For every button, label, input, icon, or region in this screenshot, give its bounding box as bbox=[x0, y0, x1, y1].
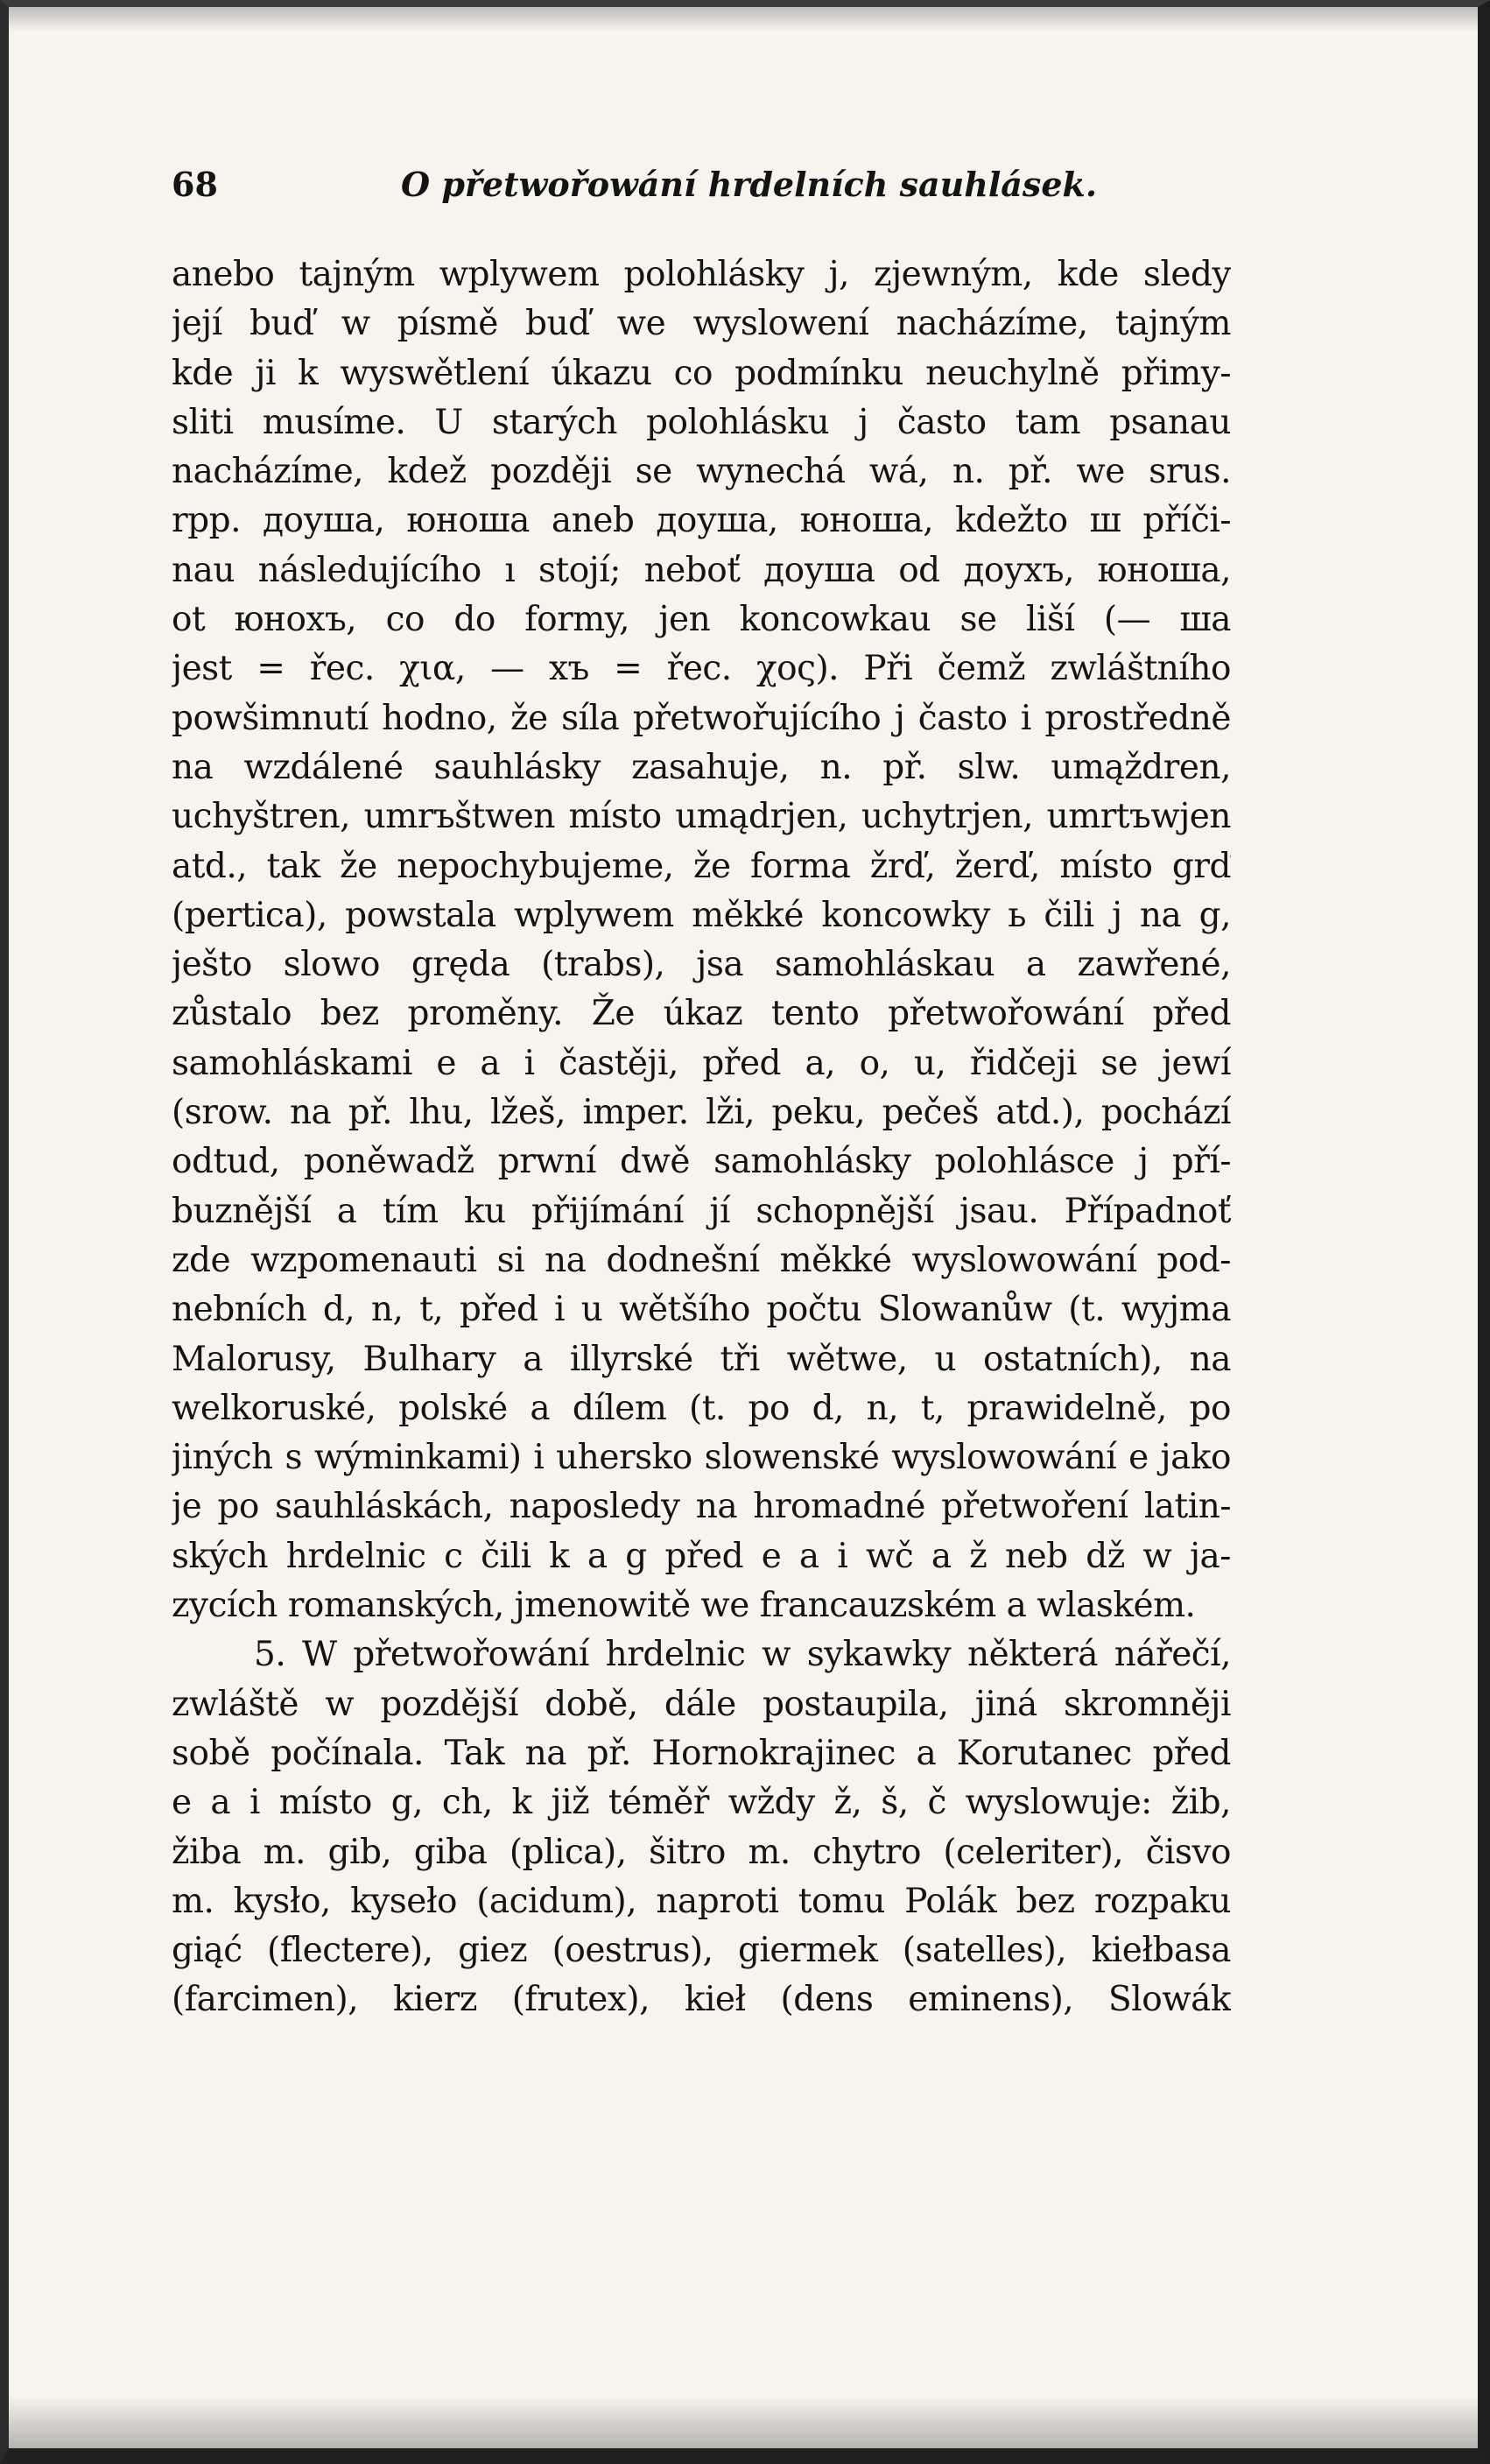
text-line: nacházíme, kdež později se wynechá wá, n. př. we srus. bbox=[172, 452, 1231, 492]
text-line: powšimnutí hodno, že síla přetwořujícího j často i prostředně bbox=[172, 698, 1231, 738]
text-line: zde wzpomenauti si na dodnešní měkké wyslowowání pod- bbox=[172, 1240, 1231, 1280]
text-line: zwláště w pozdější době, dále postaupila, jiná skromněji bbox=[172, 1684, 1231, 1724]
text-line: jiných s wýminkami) i uhersko slowenské wyslowowání e jako bbox=[172, 1438, 1231, 1478]
text-line: zůstalo bez proměny. Že úkaz tento přetwořowání před bbox=[172, 994, 1231, 1034]
text-line: její buď w písmě buď we wyslowení nacházíme, tajným bbox=[172, 304, 1231, 344]
text-line: sobě počínala. Tak na př. Hornokrajinec a Korutanec před bbox=[172, 1733, 1231, 1773]
page-number: 68 bbox=[172, 165, 218, 204]
text-line: uchyštren, umrъštwen místo umądrjen, uchytrjen, umrtъwjen bbox=[172, 797, 1231, 837]
text-line: (pertica), powstala wplywem měkké koncowky ь čili j na g, bbox=[172, 895, 1231, 935]
text-line: e a i místo g, ch, k již téměř wždy ž, š, č wyslowuje: žib, bbox=[172, 1783, 1231, 1823]
text-line: (farcimen), kierz (frutex), kieł (dens eminens), Slowák bbox=[172, 1980, 1231, 2020]
text-line: rpp. доуша, юноша aneb доуша, юноша, kdežto ш příči- bbox=[172, 501, 1231, 541]
scan-top-shadow bbox=[9, 7, 1478, 32]
text-line: giąć (flectere), giez (oestrus), giermek (satelles), kiełbasa bbox=[172, 1931, 1231, 1971]
body-text bbox=[172, 250, 1231, 2025]
text-line: odtud, poněwadž prwní dwě samohlásky polohlásce j pří- bbox=[172, 1142, 1231, 1182]
text-line: nebních d, n, t, před i u wětšího počtu Slowanůw (t. wyjma bbox=[172, 1290, 1231, 1330]
text-line: jest = řec. χια, — хъ = řec. χος). Při čemž zwláštního bbox=[172, 649, 1231, 689]
running-title: O přetwořowání hrdelních sauhlásek. bbox=[401, 165, 1098, 204]
text-line: je po sauhláskách, naposledy na hromadné přetwoření latin- bbox=[172, 1487, 1231, 1527]
text-line: anebo tajným wplywem polohlásky j, zjewným, kde sledy bbox=[172, 255, 1231, 294]
paragraph-start: 5. W přetwořowání hrdelnic w sykawky některá nářečí, bbox=[254, 1635, 1231, 1675]
scan-bottom-shadow bbox=[9, 2396, 1478, 2448]
text-line: welkoruské, polské a dílem (t. po d, n, t, prawidelně, po bbox=[172, 1388, 1231, 1428]
text-line: Malorusy, Bulhary a illyrské tři wětwe, u ostatních), na bbox=[172, 1339, 1231, 1379]
text-line: m. kysło, kyseło (acidum), naproti tomu Polák bez rozpaku bbox=[172, 1881, 1231, 1921]
text-line: ských hrdelnic c čili k a g před e a i wč a ž neb dž w ja- bbox=[172, 1536, 1231, 1576]
text-line: žiba m. gib, giba (plica), šitro m. chytro (celeriter), čisvo bbox=[172, 1832, 1231, 1872]
text-line: samohláskami e a i častěji, před a, o, u, řidčeji se jewí bbox=[172, 1043, 1231, 1083]
text-line: sliti musíme. U starých polohlásku j často tam psanau bbox=[172, 402, 1231, 442]
text-line: kde ji k wyswětlení úkazu co podmínku neuchylně přimy- bbox=[172, 353, 1231, 393]
text-line: nau následujícího ı stojí; neboť доуша od доухъ, юноша, bbox=[172, 550, 1231, 590]
text-line: ješto slowo gręda (trabs), jsa samohláskau a zawřené, bbox=[172, 945, 1231, 985]
text-line: buznější a tím ku přijímání jí schopnější jsau. Případnoť bbox=[172, 1191, 1231, 1231]
text-line: na wzdálené sauhlásky zasahuje, n. př. slw. umąždren, bbox=[172, 747, 1231, 787]
page-header bbox=[172, 165, 1231, 217]
text-line: ot юнохъ, co do formy, jen koncowkau se liší (— ша bbox=[172, 600, 1231, 640]
text-line: zycích romanských, jmenowitě we francauzském a wlaském. bbox=[172, 1586, 1196, 1626]
text-line: (srow. na př. lhu, lžeš, imper. lži, peku, pečeš atd.), pochází bbox=[172, 1093, 1231, 1133]
text-line: atd., tak že nepochybujeme, že forma žrď, žerď, místo grď bbox=[172, 846, 1231, 886]
